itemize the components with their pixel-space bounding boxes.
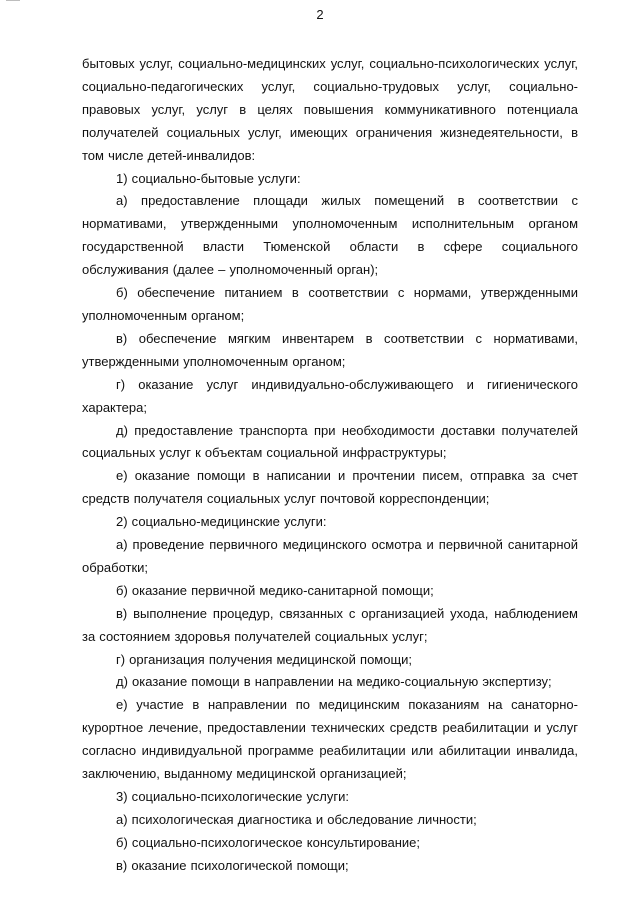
list-item: е) оказание помощи в написании и прочтении писем, отправка за счет средств получателя социальных услуг почтовой корреспонденции;	[82, 468, 578, 507]
list-item: г) организация получения медицинской помощи;	[116, 651, 413, 667]
list-item: г) оказание услуг индивидуально-обслуживающего и гигиенического характера;	[82, 376, 578, 415]
list-item: д) предоставление транспорта при необходимости доставки получателей социальных услуг к объектам социальной инфраструктуры;	[82, 422, 578, 461]
scan-edge-mark	[6, 0, 20, 3]
list-item: а) психологическая диагностика и обследование личности;	[116, 811, 477, 827]
list-item: в) обеспечение мягким инвентарем в соответствии с нормативами, утвержденными уполномоченным органом;	[82, 330, 578, 369]
section-heading-social-medical: 2) социально-медицинские услуги:	[116, 514, 327, 530]
list-item: б) оказание первичной медико-санитарной помощи;	[116, 582, 434, 598]
page-number: 2	[316, 7, 324, 22]
list-item: а) предоставление площади жилых помещений в соответствии с нормативами, утвержденными уполномоченным исполнительным органом государственной власти Тюменской области в сфере социального обслуживания (далее – уполномоченный орган);	[82, 193, 578, 278]
section-heading-social-psychological: 3) социально-психологические услуги:	[116, 789, 349, 804]
paragraph-continuation: бытовых услуг, социально-медицинских услуг, социально-психологических услуг, социально-педагогических услуг, социально-трудовых услуг, социально-правовых услуг, услуг в целях повышения коммуникативного потенциала получателей социальных услуг, имеющих ограничения жизнедеятельности, в том числе детей-инвалидов:	[82, 56, 578, 163]
list-item: д) оказание помощи в направлении на медико-социальную экспертизу;	[116, 674, 552, 690]
list-item: б) обеспечение питанием в соответствии с нормами, утвержденными уполномоченным органом;	[82, 285, 578, 323]
document-body	[82, 53, 578, 878]
list-item: в) оказание психологической помощи;	[116, 857, 349, 873]
list-item: е) участие в направлении по медицинским показаниям на санаторно-курортное лечение, предоставлении технических средств реабилитации и услуг согласно индивидуальной программе реабилитации или абилитации инвалида, заключению, выданному медицинской организацией;	[82, 697, 578, 782]
list-item: а) проведение первичного медицинского осмотра и первичной санитарной обработки;	[82, 537, 578, 575]
list-item: б) социально-психологическое консультирование;	[116, 834, 421, 850]
section-heading-social-household: 1) социально-бытовые услуги:	[116, 170, 301, 186]
list-item: в) выполнение процедур, связанных с организацией ухода, наблюдением за состоянием здоровья получателей социальных услуг;	[82, 605, 578, 644]
